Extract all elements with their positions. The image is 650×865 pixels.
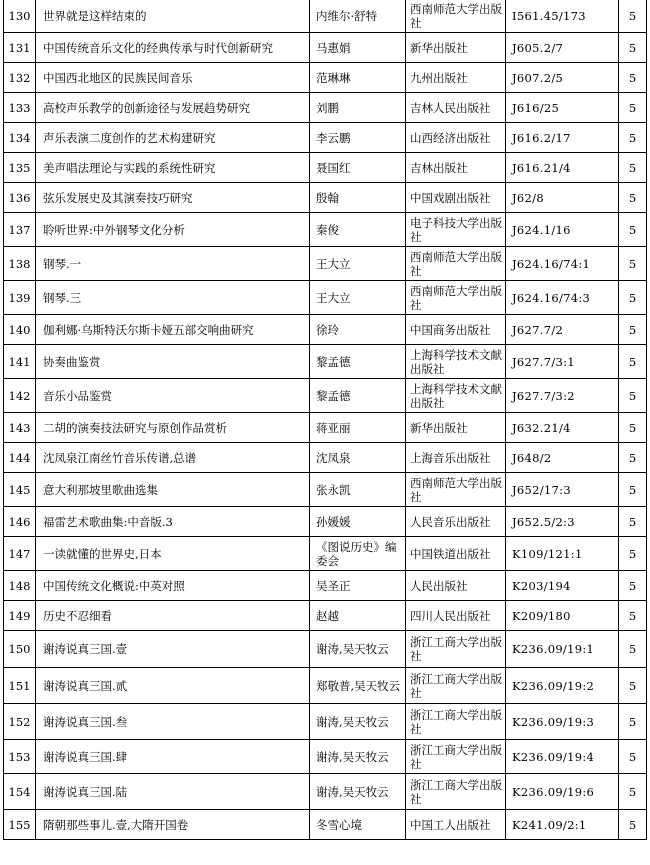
book-author: 谢涛,吴天牧云 [310, 631, 406, 668]
book-author: 徐玲 [310, 315, 406, 345]
table-row [4, 93, 647, 123]
row-number: 132 [4, 63, 36, 93]
table-row [4, 413, 647, 443]
book-title: 弦乐发展史及其演奏技巧研究 [36, 183, 310, 213]
copy-count: 5 [619, 774, 647, 810]
copy-count: 5 [619, 0, 647, 33]
book-publisher: 中国工人出版社 [406, 810, 506, 840]
table-row [4, 537, 647, 571]
copy-count: 5 [619, 315, 647, 345]
row-number: 141 [4, 345, 36, 379]
call-number: J624.16/74:1 [506, 247, 619, 281]
book-author: 蒋亚丽 [310, 413, 406, 443]
table-row [4, 183, 647, 213]
table-row [4, 740, 647, 774]
book-publisher: 电子科技大学出版社 [406, 213, 506, 247]
book-author: 吴圣正 [310, 571, 406, 601]
copy-count: 5 [619, 631, 647, 668]
book-author: 殷翰 [310, 183, 406, 213]
call-number: J624.16/74:3 [506, 281, 619, 315]
copy-count: 5 [619, 183, 647, 213]
table-row [4, 153, 647, 183]
book-author: 王大立 [310, 281, 406, 315]
row-number: 151 [4, 668, 36, 704]
table-row [4, 315, 647, 345]
book-title: 沈凤泉江南丝竹音乐传谱,总谱 [36, 443, 310, 473]
book-publisher: 西南师范大学出版社 [406, 0, 506, 33]
book-author: 刘鹏 [310, 93, 406, 123]
copy-count: 5 [619, 704, 647, 740]
row-number: 149 [4, 601, 36, 631]
book-publisher: 山西经济出版社 [406, 123, 506, 153]
row-number: 150 [4, 631, 36, 668]
call-number: K241.09/2:1 [506, 810, 619, 840]
book-title: 谢涛说真三国.肆 [36, 740, 310, 774]
book-publisher: 西南师范大学出版社 [406, 473, 506, 507]
book-title: 钢琴.一 [36, 247, 310, 281]
copy-count: 5 [619, 153, 647, 183]
book-publisher: 浙江工商大学出版社 [406, 668, 506, 704]
book-title: 历史不忍细看 [36, 601, 310, 631]
book-author: 李云鹏 [310, 123, 406, 153]
table-row [4, 33, 647, 63]
copy-count: 5 [619, 668, 647, 704]
row-number: 143 [4, 413, 36, 443]
book-publisher: 上海音乐出版社 [406, 443, 506, 473]
row-number: 138 [4, 247, 36, 281]
call-number: J652/17:3 [506, 473, 619, 507]
row-number: 134 [4, 123, 36, 153]
table-row [4, 379, 647, 413]
book-publisher: 九州出版社 [406, 63, 506, 93]
copy-count: 5 [619, 93, 647, 123]
table-row [4, 631, 647, 668]
call-number: J652.5/2:3 [506, 507, 619, 537]
book-author: 秦俊 [310, 213, 406, 247]
book-title: 谢涛说真三国.贰 [36, 668, 310, 704]
book-author: 张永凯 [310, 473, 406, 507]
row-number: 155 [4, 810, 36, 840]
book-title: 钢琴.三 [36, 281, 310, 315]
row-number: 136 [4, 183, 36, 213]
book-publisher: 人民音乐出版社 [406, 507, 506, 537]
call-number: K236.09/19:6 [506, 774, 619, 810]
row-number: 153 [4, 740, 36, 774]
book-publisher: 西南师范大学出版社 [406, 247, 506, 281]
book-author: 王大立 [310, 247, 406, 281]
table-row [4, 810, 647, 840]
call-number: J632.21/4 [506, 413, 619, 443]
table-row [4, 704, 647, 740]
book-publisher: 吉林人民出版社 [406, 93, 506, 123]
book-title: 中国传统文化概说:中英对照 [36, 571, 310, 601]
copy-count: 5 [619, 345, 647, 379]
book-title: 隋朝那些事儿.壹,大隋开国卷 [36, 810, 310, 840]
book-publisher: 西南师范大学出版社 [406, 281, 506, 315]
call-number: J607.2/5 [506, 63, 619, 93]
call-number: K236.09/19:2 [506, 668, 619, 704]
call-number: J627.7/3:1 [506, 345, 619, 379]
call-number: K109/121:1 [506, 537, 619, 571]
copy-count: 5 [619, 473, 647, 507]
book-title: 聆听世界:中外钢琴文化分析 [36, 213, 310, 247]
book-author: 聂国红 [310, 153, 406, 183]
book-title: 福雷艺术歌曲集:中音版.3 [36, 507, 310, 537]
row-number: 140 [4, 315, 36, 345]
book-author: 沈凤泉 [310, 443, 406, 473]
copy-count: 5 [619, 443, 647, 473]
copy-count: 5 [619, 247, 647, 281]
table-row [4, 281, 647, 315]
call-number: K236.09/19:1 [506, 631, 619, 668]
book-author: 赵越 [310, 601, 406, 631]
book-author: 孙媛媛 [310, 507, 406, 537]
call-number: J62/8 [506, 183, 619, 213]
book-publisher: 浙江工商大学出版社 [406, 740, 506, 774]
book-publisher: 人民出版社 [406, 571, 506, 601]
call-number: J627.7/3:2 [506, 379, 619, 413]
table-row [4, 507, 647, 537]
call-number: I561.45/173 [506, 0, 619, 33]
copy-count: 5 [619, 537, 647, 571]
book-title: 一读就懂的世界史,日本 [36, 537, 310, 571]
book-publisher: 新华出版社 [406, 33, 506, 63]
call-number: K203/194 [506, 571, 619, 601]
copy-count: 5 [619, 281, 647, 315]
copy-count: 5 [619, 33, 647, 63]
copy-count: 5 [619, 413, 647, 443]
book-publisher: 上海科学技术文献出版社 [406, 345, 506, 379]
row-number: 145 [4, 473, 36, 507]
book-author: 谢涛,吴天牧云 [310, 740, 406, 774]
row-number: 144 [4, 443, 36, 473]
copy-count: 5 [619, 123, 647, 153]
table-row [4, 473, 647, 507]
book-title: 世界就是这样结束的 [36, 0, 310, 33]
row-number: 131 [4, 33, 36, 63]
row-number: 148 [4, 571, 36, 601]
call-number: J616.2/17 [506, 123, 619, 153]
row-number: 139 [4, 281, 36, 315]
table-row [4, 668, 647, 704]
call-number: J627.7/2 [506, 315, 619, 345]
call-number: J605.2/7 [506, 33, 619, 63]
book-title: 伽利娜·乌斯特沃尔斯卡娅五部交响曲研究 [36, 315, 310, 345]
call-number: K209/180 [506, 601, 619, 631]
call-number: J616/25 [506, 93, 619, 123]
book-author: 马惠娟 [310, 33, 406, 63]
copy-count: 5 [619, 571, 647, 601]
row-number: 133 [4, 93, 36, 123]
book-title: 中国传统音乐文化的经典传承与时代创新研究 [36, 33, 310, 63]
table-row [4, 601, 647, 631]
table-row [4, 774, 647, 810]
table-row [4, 571, 647, 601]
call-number: J624.1/16 [506, 213, 619, 247]
book-publisher: 中国商务出版社 [406, 315, 506, 345]
book-list-table [3, 0, 647, 840]
book-author: 谢涛,吴天牧云 [310, 774, 406, 810]
copy-count: 5 [619, 63, 647, 93]
book-title: 声乐表演二度创作的艺术构建研究 [36, 123, 310, 153]
book-title: 谢涛说真三国.陆 [36, 774, 310, 810]
book-title: 美声唱法理论与实践的系统性研究 [36, 153, 310, 183]
book-author: 《图说历史》编委会 [310, 537, 406, 571]
book-author: 内维尔·舒特 [310, 0, 406, 33]
book-title: 二胡的演奏技法研究与原创作品赏析 [36, 413, 310, 443]
book-title: 高校声乐教学的创新途径与发展趋势研究 [36, 93, 310, 123]
copy-count: 5 [619, 213, 647, 247]
book-author: 黎孟德 [310, 345, 406, 379]
table-row [4, 123, 647, 153]
book-publisher: 中国铁道出版社 [406, 537, 506, 571]
book-title: 音乐小品鉴赏 [36, 379, 310, 413]
table-row [4, 443, 647, 473]
book-title: 协奏曲鉴赏 [36, 345, 310, 379]
table-row [4, 213, 647, 247]
call-number: J616.21/4 [506, 153, 619, 183]
book-title: 谢涛说真三国.壹 [36, 631, 310, 668]
row-number: 146 [4, 507, 36, 537]
copy-count: 5 [619, 379, 647, 413]
book-publisher: 上海科学技术文献出版社 [406, 379, 506, 413]
copy-count: 5 [619, 810, 647, 840]
row-number: 147 [4, 537, 36, 571]
copy-count: 5 [619, 740, 647, 774]
table-row [4, 0, 647, 33]
row-number: 154 [4, 774, 36, 810]
call-number: K236.09/19:4 [506, 740, 619, 774]
copy-count: 5 [619, 601, 647, 631]
call-number: J648/2 [506, 443, 619, 473]
book-title: 中国西北地区的民族民间音乐 [36, 63, 310, 93]
book-author: 黎孟德 [310, 379, 406, 413]
table-body [4, 0, 647, 840]
table-row [4, 247, 647, 281]
row-number: 130 [4, 0, 36, 33]
copy-count: 5 [619, 507, 647, 537]
book-publisher: 四川人民出版社 [406, 601, 506, 631]
book-title: 谢涛说真三国.叁 [36, 704, 310, 740]
call-number: K236.09/19:3 [506, 704, 619, 740]
row-number: 152 [4, 704, 36, 740]
book-publisher: 浙江工商大学出版社 [406, 704, 506, 740]
book-author: 范琳琳 [310, 63, 406, 93]
row-number: 142 [4, 379, 36, 413]
book-author: 冬雪心境 [310, 810, 406, 840]
book-publisher: 浙江工商大学出版社 [406, 631, 506, 668]
table-row [4, 63, 647, 93]
book-publisher: 新华出版社 [406, 413, 506, 443]
book-publisher: 中国戏剧出版社 [406, 183, 506, 213]
table-row [4, 345, 647, 379]
book-publisher: 浙江工商大学出版社 [406, 774, 506, 810]
book-title: 意大利那坡里歌曲选集 [36, 473, 310, 507]
book-author: 郑敬普,吴天牧云 [310, 668, 406, 704]
row-number: 137 [4, 213, 36, 247]
book-publisher: 吉林出版社 [406, 153, 506, 183]
book-author: 谢涛,吴天牧云 [310, 704, 406, 740]
row-number: 135 [4, 153, 36, 183]
